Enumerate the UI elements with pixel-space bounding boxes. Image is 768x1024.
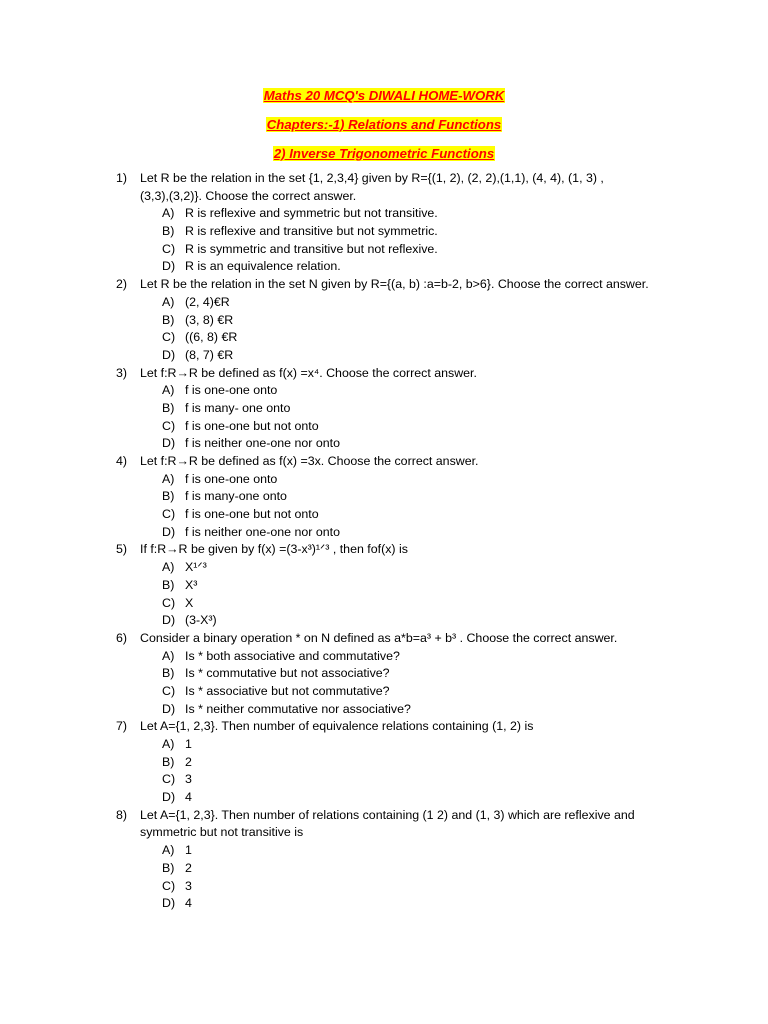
option-letter: D) bbox=[162, 524, 176, 539]
answer-option bbox=[0, 559, 768, 577]
option-letter: A) bbox=[162, 471, 175, 486]
option-text: (8, 7) €R bbox=[185, 347, 234, 362]
answer-option bbox=[0, 612, 768, 630]
question-line bbox=[0, 630, 768, 648]
option-letter: D) bbox=[162, 613, 176, 628]
question-number: 7) bbox=[116, 719, 128, 734]
answer-option bbox=[0, 524, 768, 542]
answer-option bbox=[0, 842, 768, 860]
option-text: (2, 4)€R bbox=[185, 294, 230, 309]
option-letter: C) bbox=[162, 241, 176, 256]
option-text: R is reflexive and symmetric but not transitive. bbox=[185, 206, 438, 221]
answer-option bbox=[0, 294, 768, 312]
option-text: 3 bbox=[185, 772, 192, 787]
option-text: ((6, 8) €R bbox=[185, 330, 238, 345]
option-text: R is reflexive and transitive but not symmetric. bbox=[185, 224, 438, 239]
answer-option bbox=[0, 771, 768, 789]
option-letter: D) bbox=[162, 259, 176, 274]
chapter-heading-1 bbox=[0, 117, 768, 132]
option-text: (3, 8) €R bbox=[185, 312, 234, 327]
answer-option bbox=[0, 347, 768, 365]
option-letter: B) bbox=[162, 666, 175, 681]
option-text: R is symmetric and transitive but not reflexive. bbox=[185, 241, 438, 256]
option-text: f is one-one but not onto bbox=[185, 507, 319, 522]
option-text: Is * neither commutative nor associative? bbox=[185, 701, 411, 716]
answer-option bbox=[0, 223, 768, 241]
question-line bbox=[0, 718, 768, 736]
option-letter: B) bbox=[162, 224, 175, 239]
option-text: f is neither one-one nor onto bbox=[185, 436, 340, 451]
option-text: 4 bbox=[185, 790, 192, 805]
option-text: X³ bbox=[185, 577, 198, 592]
answer-option bbox=[0, 736, 768, 754]
option-text: X bbox=[185, 595, 194, 610]
question-5 bbox=[0, 541, 768, 629]
answer-option bbox=[0, 648, 768, 666]
answer-option bbox=[0, 435, 768, 453]
option-text: f is many-one onto bbox=[185, 489, 287, 504]
option-letter: A) bbox=[162, 560, 175, 575]
question-text: Let A={1, 2,3}. Then number of relations containing (1 2) and (1, 3) which are reflexive and bbox=[140, 807, 635, 822]
option-text: Is * associative but not commutative? bbox=[185, 683, 390, 698]
answer-option bbox=[0, 683, 768, 701]
question-text: Let f:R→R be defined as f(x) =x⁴. Choose the correct answer. bbox=[140, 365, 477, 380]
question-line bbox=[0, 541, 768, 559]
option-letter: B) bbox=[162, 577, 175, 592]
question-2 bbox=[0, 276, 768, 364]
answer-option bbox=[0, 860, 768, 878]
option-text: X¹ᐟ³ bbox=[185, 560, 207, 575]
answer-option bbox=[0, 595, 768, 613]
question-number: 5) bbox=[116, 542, 128, 557]
question-number: 3) bbox=[116, 365, 128, 380]
answer-option bbox=[0, 205, 768, 223]
option-letter: C) bbox=[162, 683, 176, 698]
option-letter: B) bbox=[162, 489, 175, 504]
question-number: 8) bbox=[116, 807, 128, 822]
option-text: 2 bbox=[185, 754, 192, 769]
answer-option bbox=[0, 312, 768, 330]
question-7 bbox=[0, 718, 768, 806]
option-letter: B) bbox=[162, 754, 175, 769]
option-letter: C) bbox=[162, 878, 176, 893]
title-heading bbox=[0, 88, 768, 103]
option-text: f is one-one onto bbox=[185, 471, 278, 486]
question-number: 1) bbox=[116, 171, 128, 185]
option-text: Is * commutative but not associative? bbox=[185, 666, 390, 681]
question-line bbox=[0, 276, 768, 294]
option-text: R is an equivalence relation. bbox=[185, 259, 341, 274]
answer-option bbox=[0, 418, 768, 436]
question-text: If f:R→R be given by f(x) =(3-x³)¹ᐟ³ , then fof(x) is bbox=[140, 542, 408, 557]
option-letter: A) bbox=[162, 843, 175, 858]
answer-option bbox=[0, 382, 768, 400]
question-line bbox=[0, 453, 768, 471]
option-letter: D) bbox=[162, 790, 176, 805]
option-letter: C) bbox=[162, 418, 176, 433]
option-letter: A) bbox=[162, 648, 175, 663]
option-text: 1 bbox=[185, 843, 192, 858]
option-text: Is * both associative and commutative? bbox=[185, 648, 400, 663]
title-text: Maths 20 MCQ's DIWALI HOME-WORK bbox=[263, 88, 505, 103]
question-text: symmetric but not transitive is bbox=[140, 825, 304, 840]
option-text: f is many- one onto bbox=[185, 400, 291, 415]
answer-option bbox=[0, 471, 768, 489]
question-text: Let A={1, 2,3}. Then number of equivalence relations containing (1, 2) is bbox=[140, 719, 534, 734]
option-letter: B) bbox=[162, 400, 175, 415]
question-8 bbox=[0, 807, 768, 913]
answer-option bbox=[0, 506, 768, 524]
question-line bbox=[0, 365, 768, 383]
option-text: f is one-one but not onto bbox=[185, 418, 319, 433]
option-text: (3-X³) bbox=[185, 613, 217, 628]
option-letter: C) bbox=[162, 595, 176, 610]
answer-option bbox=[0, 789, 768, 807]
answer-option bbox=[0, 701, 768, 719]
option-letter: A) bbox=[162, 737, 175, 751]
question-line bbox=[0, 807, 768, 825]
option-letter: D) bbox=[162, 347, 176, 362]
question-3 bbox=[0, 365, 768, 453]
option-text: 2 bbox=[185, 860, 192, 875]
answer-option bbox=[0, 258, 768, 276]
chapter-heading-2-text: 2) Inverse Trigonometric Functions bbox=[273, 146, 495, 161]
option-text: f is neither one-one nor onto bbox=[185, 524, 340, 539]
question-line bbox=[0, 170, 768, 188]
chapter-heading-2 bbox=[0, 146, 768, 161]
option-text: 1 bbox=[185, 737, 192, 751]
option-text: 4 bbox=[185, 896, 192, 911]
question-number: 2) bbox=[116, 277, 128, 292]
option-letter: C) bbox=[162, 330, 176, 345]
answer-option bbox=[0, 400, 768, 418]
option-letter: C) bbox=[162, 507, 176, 522]
option-text: 3 bbox=[185, 878, 192, 893]
question-text: Let f:R→R be defined as f(x) =3x. Choose the correct answer. bbox=[140, 454, 479, 468]
question-list bbox=[0, 170, 768, 913]
answer-option bbox=[0, 754, 768, 772]
option-letter: A) bbox=[162, 383, 175, 398]
question-line bbox=[0, 824, 768, 842]
question-text: (3,3),(3,2)}. Choose the correct answer. bbox=[140, 188, 357, 203]
question-number: 6) bbox=[116, 630, 128, 645]
option-letter: B) bbox=[162, 860, 175, 875]
question-text: Let R be the relation in the set {1, 2,3,4} given by R={(1, 2), (2, 2),(1,1), (4, 4), (1, 3) , bbox=[140, 171, 604, 185]
question-text: Let R be the relation in the set N given by R={(a, b) :a=b-2, b>6}. Choose the correct answer. bbox=[140, 277, 649, 292]
question-number: 4) bbox=[116, 454, 128, 468]
question-text: Consider a binary operation * on N defined as a*b=a³ + b³ . Choose the correct answer. bbox=[140, 630, 618, 645]
answer-option bbox=[0, 895, 768, 913]
answer-option bbox=[0, 241, 768, 259]
option-letter: D) bbox=[162, 701, 176, 716]
option-letter: A) bbox=[162, 294, 175, 309]
option-letter: A) bbox=[162, 206, 175, 221]
answer-option bbox=[0, 488, 768, 506]
question-1 bbox=[0, 170, 768, 276]
answer-option bbox=[0, 878, 768, 896]
answer-option bbox=[0, 329, 768, 347]
question-line bbox=[0, 188, 768, 206]
answer-option bbox=[0, 665, 768, 683]
option-letter: C) bbox=[162, 772, 176, 787]
option-letter: D) bbox=[162, 896, 176, 911]
answer-option bbox=[0, 577, 768, 595]
question-6 bbox=[0, 630, 768, 718]
option-letter: B) bbox=[162, 312, 175, 327]
chapter-heading-1-text: Chapters:-1) Relations and Functions bbox=[266, 117, 502, 132]
question-4 bbox=[0, 453, 768, 541]
option-text: f is one-one onto bbox=[185, 383, 278, 398]
option-letter: D) bbox=[162, 436, 176, 451]
